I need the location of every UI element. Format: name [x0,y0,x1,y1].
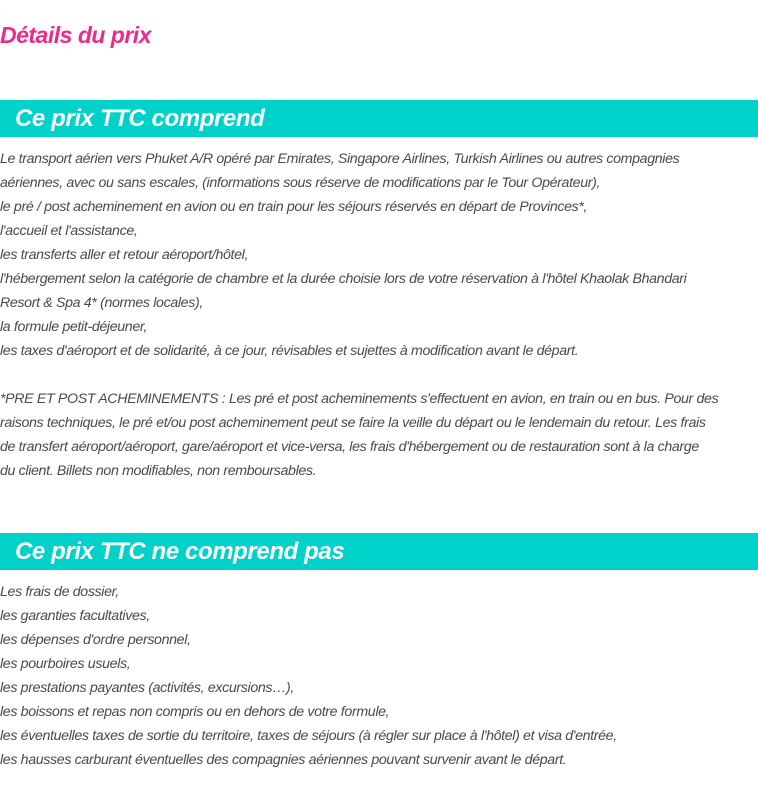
excluded-items-list [0,580,758,772]
excluded-section-heading: Ce prix TTC ne comprend pas [0,533,758,570]
included-item: l'hébergement selon la catégorie de chambre et la durée choisie lors de votre réservation à l'hôtel Khaolak Bhandari [0,271,687,287]
transfer-note-line: du client. Billets non modifiables, non remboursables. [0,463,317,479]
excluded-item: les dépenses d'ordre personnel, [0,632,191,648]
page-title: Détails du prix [0,22,151,48]
transfer-note-line: de transfert aéroport/aéroport, gare/aéroport et vice-versa, les frais d'hébergement ou de restauration sont à la charge [0,439,699,455]
included-item: Resort & Spa 4* (normes locales), [0,295,203,311]
included-item: l'accueil et l'assistance, [0,223,138,239]
included-item: le pré / post acheminement en avion ou en train pour les séjours réservés en départ de Provinces*, [0,199,588,215]
included-item: aériennes, avec ou sans escales, (informations sous réserve de modifications par le Tour Opérateur), [0,175,601,191]
excluded-item: les éventuelles taxes de sortie du territoire, taxes de séjours (à régler sur place à l'hôtel) et visa d'entrée, [0,728,617,744]
excluded-item: Les frais de dossier, [0,584,119,600]
excluded-item: les prestations payantes (activités, excursions…), [0,680,294,696]
excluded-item: les hausses carburant éventuelles des compagnies aériennes pouvant survenir avant le départ. [0,752,567,768]
included-item: les taxes d'aéroport et de solidarité, à ce jour, révisables et sujettes à modification avant le départ. [0,343,579,359]
excluded-item: les boissons et repas non compris ou en dehors de votre formule, [0,704,390,720]
transfer-note-line: raisons techniques, le pré et/ou post acheminement peut se faire la veille du départ ou le lendemain du retour. Les frais [0,415,706,431]
excluded-item: les garanties facultatives, [0,608,150,624]
transfer-note [0,387,758,483]
included-item: la formule petit-déjeuner, [0,319,148,335]
included-item: les transferts aller et retour aéroport/hôtel, [0,247,249,263]
transfer-note-line: *PRE ET POST ACHEMINEMENTS : Les pré et post acheminements s'effectuent en avion, en train ou en bus. Pour des [0,391,719,407]
included-section-heading: Ce prix TTC comprend [0,100,758,137]
included-items-list [0,147,758,363]
included-item: Le transport aérien vers Phuket A/R opéré par Emirates, Singapore Airlines, Turkish Airlines ou autres compagnies [0,151,680,167]
excluded-item: les pourboires usuels, [0,656,131,672]
